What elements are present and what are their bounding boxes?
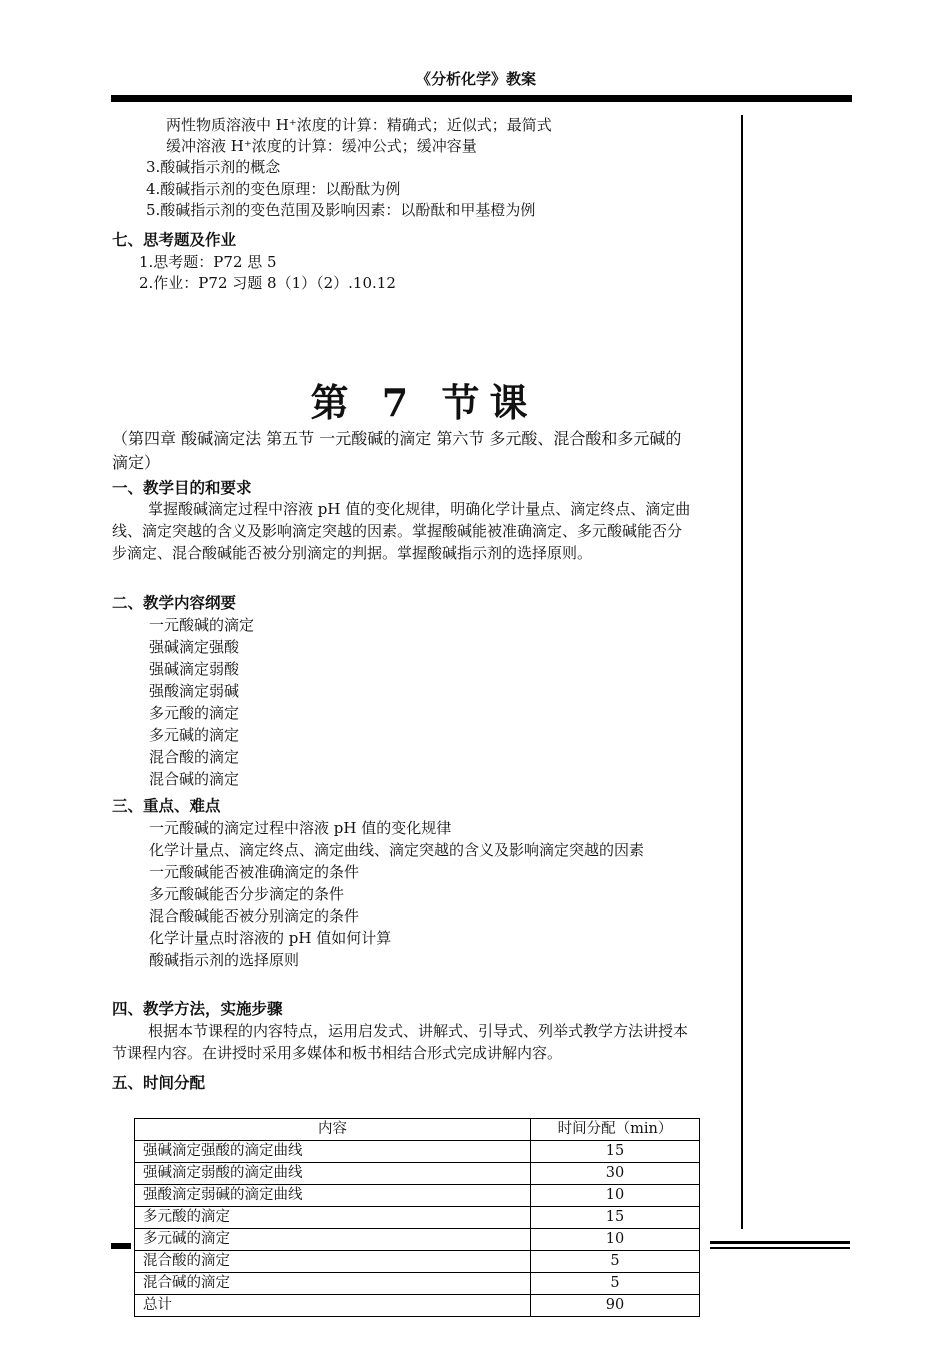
list-item: 强碱滴定弱酸 [149, 660, 240, 678]
time-allocation-table [134, 1118, 700, 1317]
column-header: 时间分配（min） [531, 1119, 700, 1141]
text-line: 缓冲溶液 H⁺浓度的计算：缓冲公式；缓冲容量 [166, 137, 477, 155]
table-cell: 混合碱的滴定 [135, 1273, 531, 1295]
table-cell: 多元酸的滴定 [135, 1207, 531, 1229]
list-item: 强碱滴定强酸 [149, 638, 240, 656]
section-heading: 一、教学目的和要求 [112, 479, 252, 497]
list-item: 酸碱指示剂的选择原则 [149, 951, 300, 969]
table-cell: 总计 [135, 1295, 531, 1317]
table-cell: 10 [531, 1229, 700, 1251]
table-row [135, 1229, 700, 1251]
table-cell: 强酸滴定弱碱的滴定曲线 [135, 1185, 531, 1207]
table-row [135, 1251, 700, 1273]
page-header-title: 《分析化学》教案 [415, 70, 536, 88]
footer-rule-left [111, 1243, 131, 1249]
table-row [135, 1273, 700, 1295]
text-line: 两性物质溶液中 H⁺浓度的计算：精确式；近似式；最简式 [166, 116, 552, 134]
footer-rule-right [710, 1241, 850, 1244]
section-heading: 五、时间分配 [112, 1074, 206, 1092]
text-line: 4.酸碱指示剂的变色原理：以酚酞为例 [146, 180, 401, 198]
table-cell: 15 [531, 1141, 700, 1163]
text-line: 3.酸碱指示剂的概念 [146, 158, 281, 176]
list-item: 2.作业：P72 习题 8（1）（2）.10.12 [139, 274, 396, 292]
table-cell: 30 [531, 1163, 700, 1185]
right-margin-line [741, 115, 743, 1229]
section-heading: 二、教学内容纲要 [112, 594, 237, 612]
section-heading: 四、教学方法，实施步骤 [112, 1000, 283, 1018]
table-cell: 5 [531, 1273, 700, 1295]
lesson-subtitle: （第四章 酸碱滴定法 第五节 一元酸碱的滴定 第六节 多元酸、混合酸和多元碱的滴定） [112, 429, 682, 472]
table-row [135, 1295, 700, 1317]
section-heading: 七、思考题及作业 [112, 231, 237, 249]
table-cell: 多元碱的滴定 [135, 1229, 531, 1251]
section-paragraph: 根据本节课程的内容特点，运用启发式、讲解式、引导式、列举式教学方法讲授本节课程内容。在讲授时采用多媒体和板书相结合形式完成讲解内容。 [112, 1022, 689, 1062]
list-item: 多元碱的滴定 [149, 726, 240, 744]
key-points-list [149, 817, 694, 971]
column-header: 内容 [135, 1119, 531, 1141]
list-item: 一元酸碱能否被准确滴定的条件 [149, 863, 360, 881]
table-cell: 混合酸的滴定 [135, 1251, 531, 1273]
list-item: 一元酸碱的滴定 [149, 616, 255, 634]
table-cell: 强碱滴定弱酸的滴定曲线 [135, 1163, 531, 1185]
table-cell: 90 [531, 1295, 700, 1317]
content-outline-list [149, 614, 254, 790]
list-item: 混合酸碱能否被分别滴定的条件 [149, 907, 360, 925]
list-item: 多元酸的滴定 [149, 704, 240, 722]
table-row [135, 1163, 700, 1185]
table-row [135, 1185, 700, 1207]
table-cell: 强碱滴定强酸的滴定曲线 [135, 1141, 531, 1163]
list-item: 一元酸碱的滴定过程中溶液 pH 值的变化规律 [149, 819, 452, 837]
table-row [135, 1141, 700, 1163]
table-row [135, 1207, 700, 1229]
footer-rule-right [710, 1247, 850, 1249]
list-item: 多元酸碱能否分步滴定的条件 [149, 885, 345, 903]
table-cell: 5 [531, 1251, 700, 1273]
list-item: 混合碱的滴定 [149, 770, 240, 788]
text-line: 5.酸碱指示剂的变色范围及影响因素：以酚酞和甲基橙为例 [146, 201, 536, 219]
header-rule [111, 95, 852, 102]
section-paragraph: 掌握酸碱滴定过程中溶液 pH 值的变化规律，明确化学计量点、滴定终点、滴定曲线、滴定突越的含义及影响滴定突越的因素。掌握酸碱能被准确滴定、多元酸碱能否分步滴定、混合酸碱能否被分别滴定的判据。掌握酸碱指示剂的选择原则。 [112, 500, 691, 562]
list-item: 混合酸的滴定 [149, 748, 240, 766]
table-cell: 15 [531, 1207, 700, 1229]
list-item: 化学计量点时溶液的 pH 值如何计算 [149, 929, 392, 947]
list-item: 1.思考题：P72 思 5 [139, 253, 277, 271]
lesson-title: 第 7 节课 [310, 380, 538, 425]
section-heading: 三、重点、难点 [112, 797, 221, 815]
table-header-row [135, 1119, 700, 1141]
list-item: 强酸滴定弱碱 [149, 682, 240, 700]
list-item: 化学计量点、滴定终点、滴定曲线、滴定突越的含义及影响滴定突越的因素 [149, 841, 645, 859]
table-cell: 10 [531, 1185, 700, 1207]
